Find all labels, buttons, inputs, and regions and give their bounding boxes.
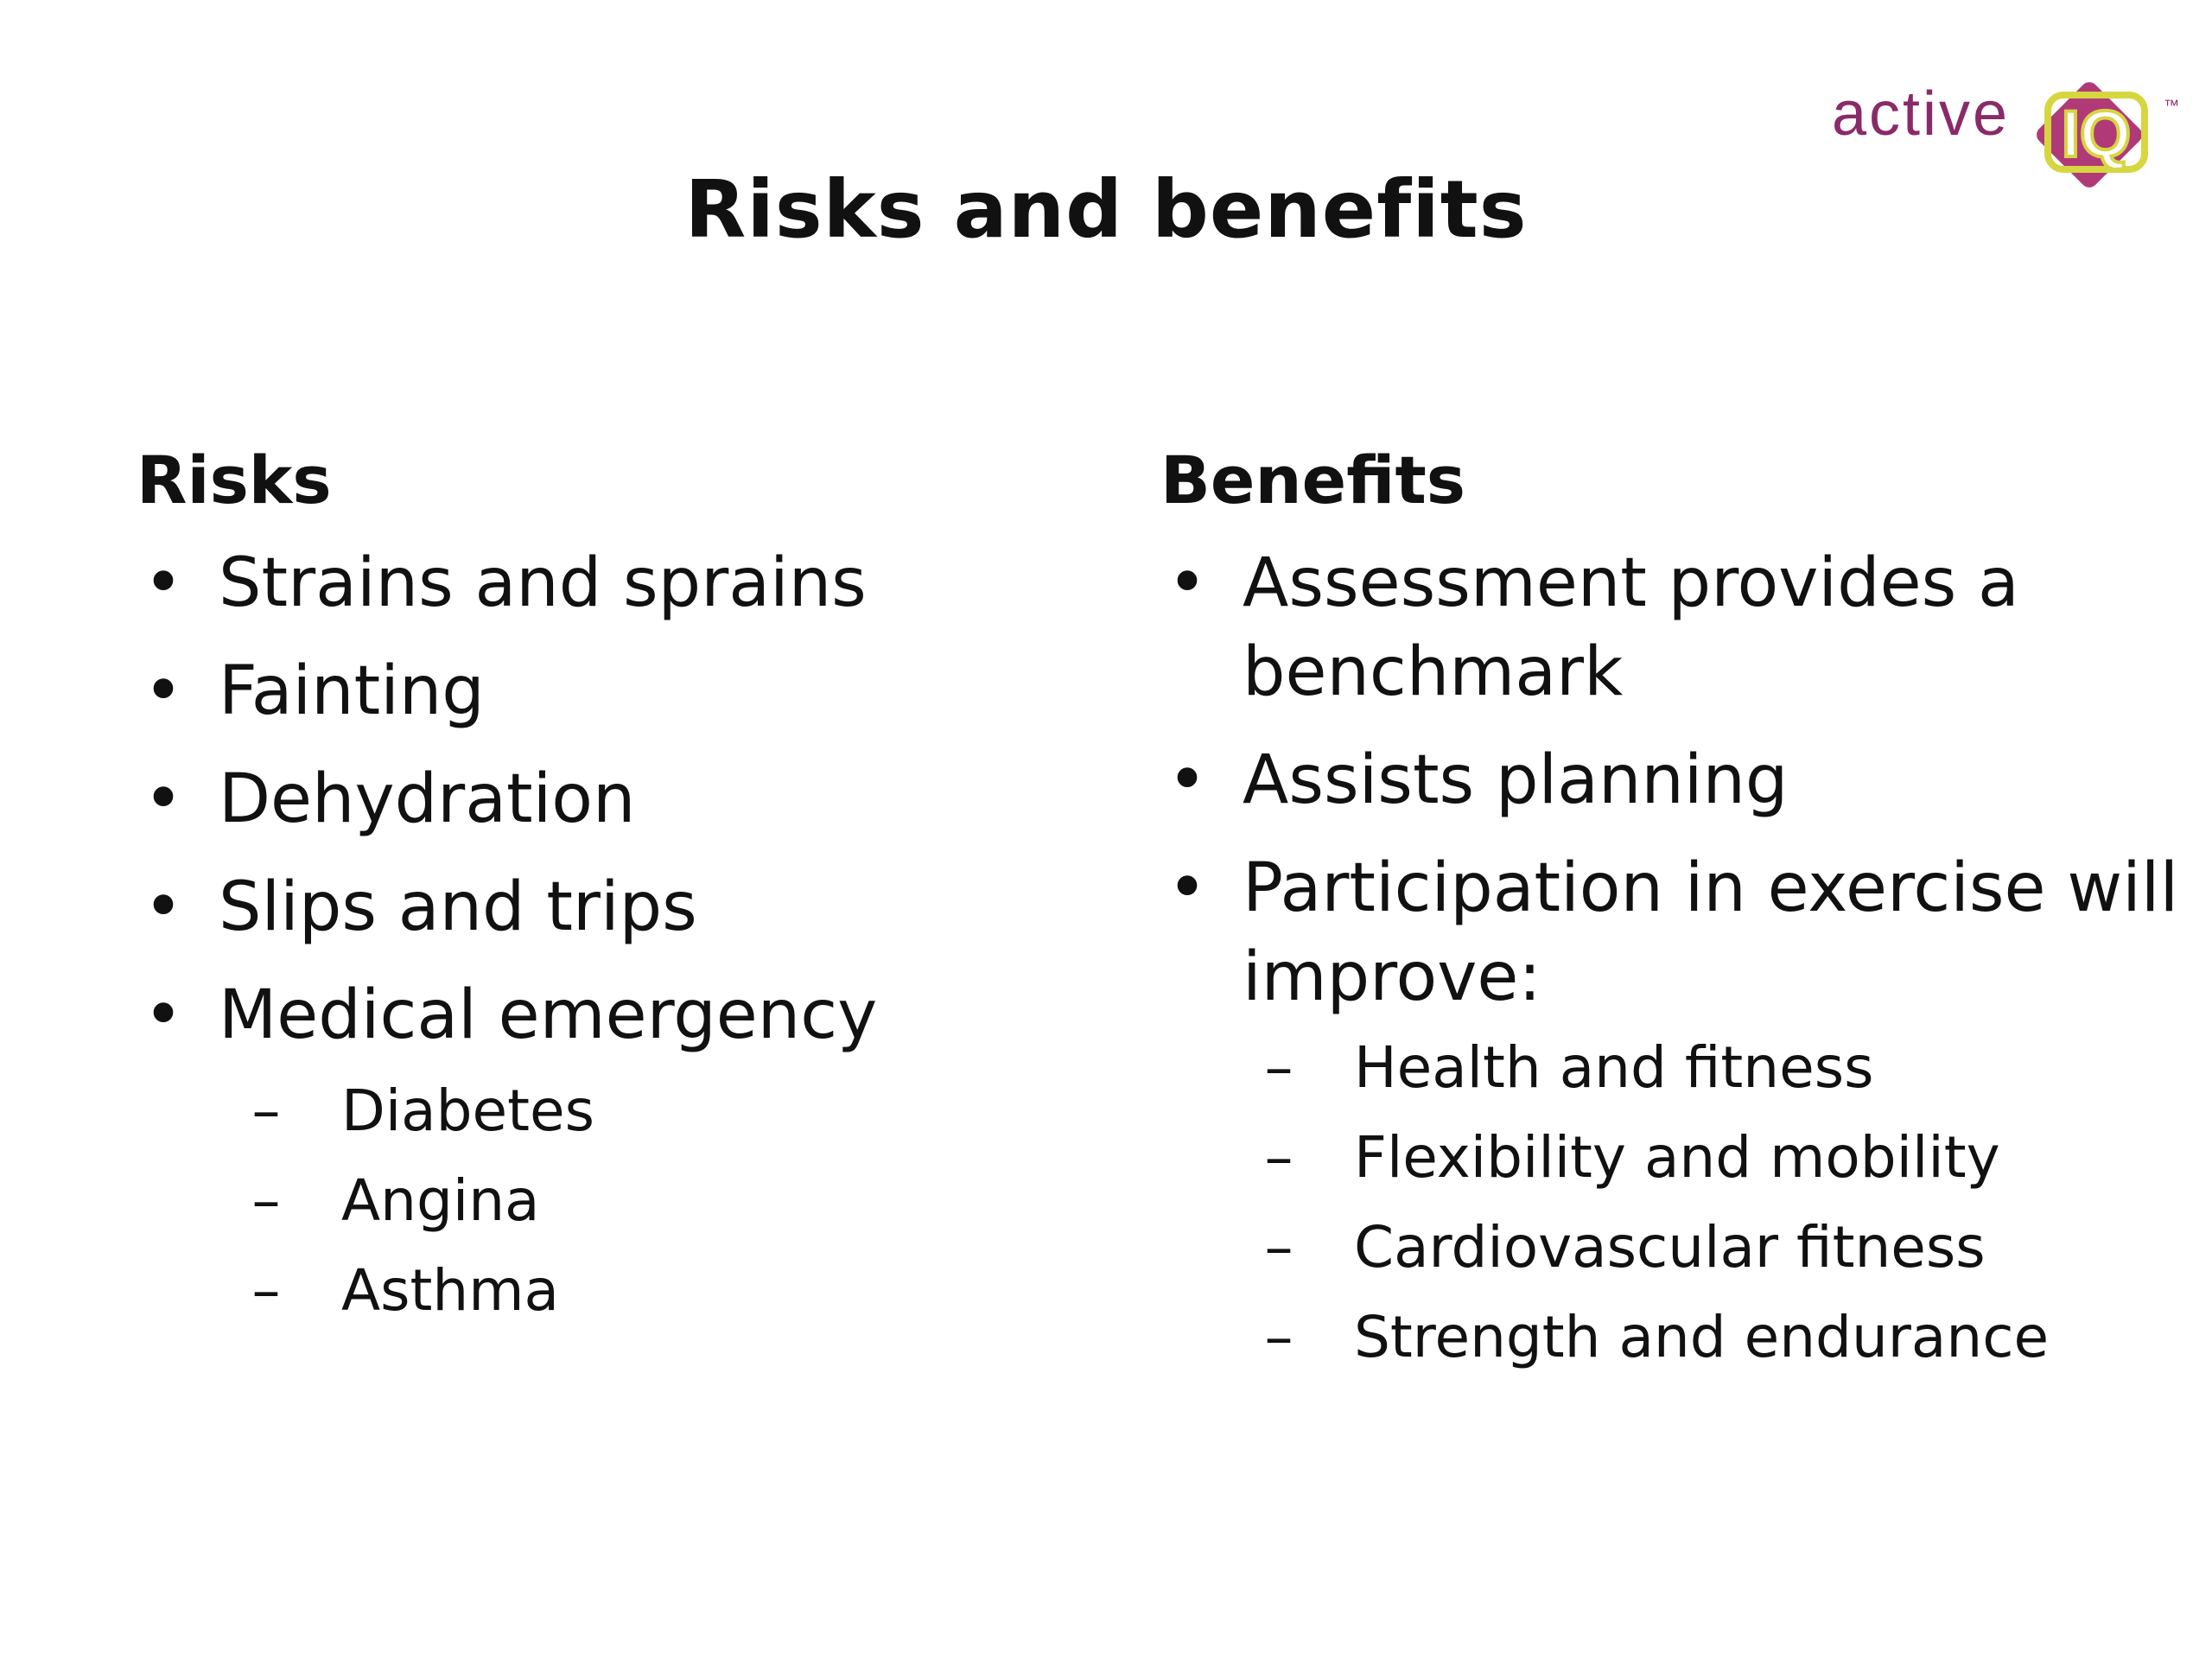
risk-subitem-text: Asthma (341, 1257, 559, 1324)
risk-subitem (245, 1164, 1139, 1238)
benefit-item-text: Assists planning (1243, 741, 1789, 819)
benefits-heading: Benefits (1160, 442, 1466, 518)
bullet-icon: • (1167, 544, 1208, 622)
benefit-subitem-text: Flexibility and mobility (1354, 1124, 2000, 1191)
risk-item-text: Fainting (219, 652, 485, 730)
bullet-icon: • (143, 760, 184, 838)
risk-item-text: Strains and sprains (219, 544, 867, 622)
risk-item (137, 863, 1139, 952)
dash-icon: – (1264, 1124, 1294, 1191)
risks-heading: Risks (137, 442, 332, 518)
benefit-subitem (1257, 1300, 2180, 1375)
risks-column (137, 441, 1139, 1344)
benefit-item (1160, 844, 2180, 1022)
dash-icon: – (251, 1167, 281, 1234)
bullet-icon: • (143, 976, 184, 1054)
risks-list (137, 539, 1139, 1060)
slide-title: Risks and benefits (684, 163, 1528, 256)
logo-badge-text: IQ (2061, 98, 2132, 171)
bullet-icon: • (1167, 741, 1208, 819)
dash-icon: – (251, 1257, 281, 1324)
risk-subitem (245, 1074, 1139, 1148)
improvements-sublist (1257, 1031, 2180, 1375)
risk-item-text: Dehydration (219, 760, 636, 838)
risk-item (137, 971, 1139, 1060)
benefits-column (1160, 441, 2180, 1390)
benefit-subitem (1257, 1211, 2180, 1285)
bullet-icon: • (1167, 849, 1208, 927)
benefit-item-text: Assessment provides a benchmark (1243, 544, 2019, 711)
risk-subitem-text: Diabetes (341, 1077, 594, 1144)
risk-item (137, 539, 1139, 628)
dash-icon: – (251, 1077, 281, 1144)
dash-icon: – (1264, 1304, 1294, 1370)
medical-emergency-sublist (245, 1074, 1139, 1328)
benefit-item (1160, 539, 2180, 717)
dash-icon: – (1264, 1214, 1294, 1281)
bullet-icon: • (143, 868, 184, 946)
logo-trademark: ™ (2164, 97, 2179, 114)
bullet-icon: • (143, 652, 184, 730)
bullet-icon: • (143, 544, 184, 622)
dash-icon: – (1264, 1034, 1294, 1101)
risk-subitem-text: Angina (341, 1167, 540, 1234)
benefit-subitem (1257, 1031, 2180, 1105)
risk-item (137, 647, 1139, 736)
risk-item-text: Slips and trips (219, 868, 697, 946)
logo-iq-badge (2048, 95, 2145, 171)
benefit-subitem (1257, 1121, 2180, 1195)
benefit-item-text: Participation in exercise will improve: (1243, 849, 2179, 1016)
benefit-item (1160, 736, 2180, 825)
benefit-subitem-text: Cardiovascular fitness (1354, 1214, 1986, 1281)
benefits-list (1160, 539, 2180, 1022)
risk-item (137, 755, 1139, 844)
benefit-subitem-text: Strength and endurance (1354, 1304, 2050, 1370)
risk-item-text: Medical emergency (219, 976, 878, 1054)
logo-wordmark: active (1832, 79, 2011, 149)
risk-subitem (245, 1254, 1139, 1328)
benefit-subitem-text: Health and fitness (1354, 1034, 1874, 1101)
